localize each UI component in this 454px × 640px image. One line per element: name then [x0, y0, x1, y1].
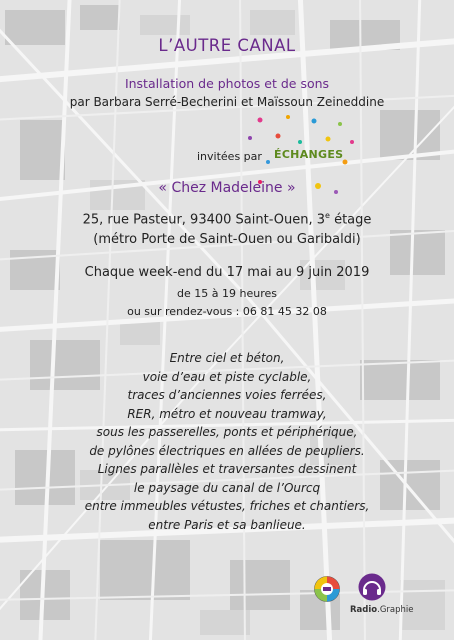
round-colorful-logo — [314, 576, 340, 602]
poem-line: sous les passerelles, ponts et périphérique, — [96, 425, 358, 439]
poem-line: traces d’anciennes voies ferrées, — [127, 388, 327, 402]
poem-line: voie d’eau et piste cyclable, — [142, 369, 312, 384]
poem-line: Entre ciel et béton, — [169, 351, 285, 365]
event-dates: Chaque week-end du 17 mai au 9 juin 2019 — [84, 265, 370, 280]
poem-line: entre Paris et sa banlieue. — [148, 517, 306, 532]
authors: par Barbara Serré-Becherini et Maïssoun Zeineddine — [69, 95, 385, 109]
poem-line: de pylônes électriques en allées de peupliers. — [89, 443, 365, 458]
poem-line: RER, métro et nouveau tramway, — [127, 406, 327, 421]
address-line-1 — [0, 211, 454, 227]
subtitle: Installation de photos et de sons — [124, 76, 330, 91]
address-street: 25, rue Pasteur, 93400 Saint-Ouen, 3 — [82, 212, 326, 228]
venue-name: « Chez Madeleine » — [158, 180, 296, 196]
poem — [0, 349, 454, 534]
partner-echanges: ÉCHANGES — [274, 148, 344, 161]
poem-line: le paysage du canal de l’Ourcq — [133, 480, 321, 495]
radio-label-a: Radio — [350, 605, 378, 615]
invited-by: invitées par — [197, 150, 262, 163]
poem-line: Lignes parallèles et traversantes dessinent — [97, 462, 357, 476]
radio-label-b: .Graphie — [377, 605, 414, 615]
address-floor-sup: e — [325, 211, 330, 220]
page-title: L’AUTRE CANAL — [158, 36, 296, 55]
address-floor-word: étage — [329, 212, 372, 228]
poem-line: entre immeubles vétustes, friches et chantiers, — [84, 499, 370, 513]
radio-graphie-label — [350, 605, 414, 615]
address-line-2: (métro Porte de Saint-Ouen ou Garibaldi) — [93, 232, 361, 247]
appointment-phone: ou sur rendez-vous : 06 81 45 32 08 — [127, 305, 327, 318]
event-hours: de 15 à 19 heures — [177, 287, 277, 300]
headphones-logo — [358, 573, 386, 601]
